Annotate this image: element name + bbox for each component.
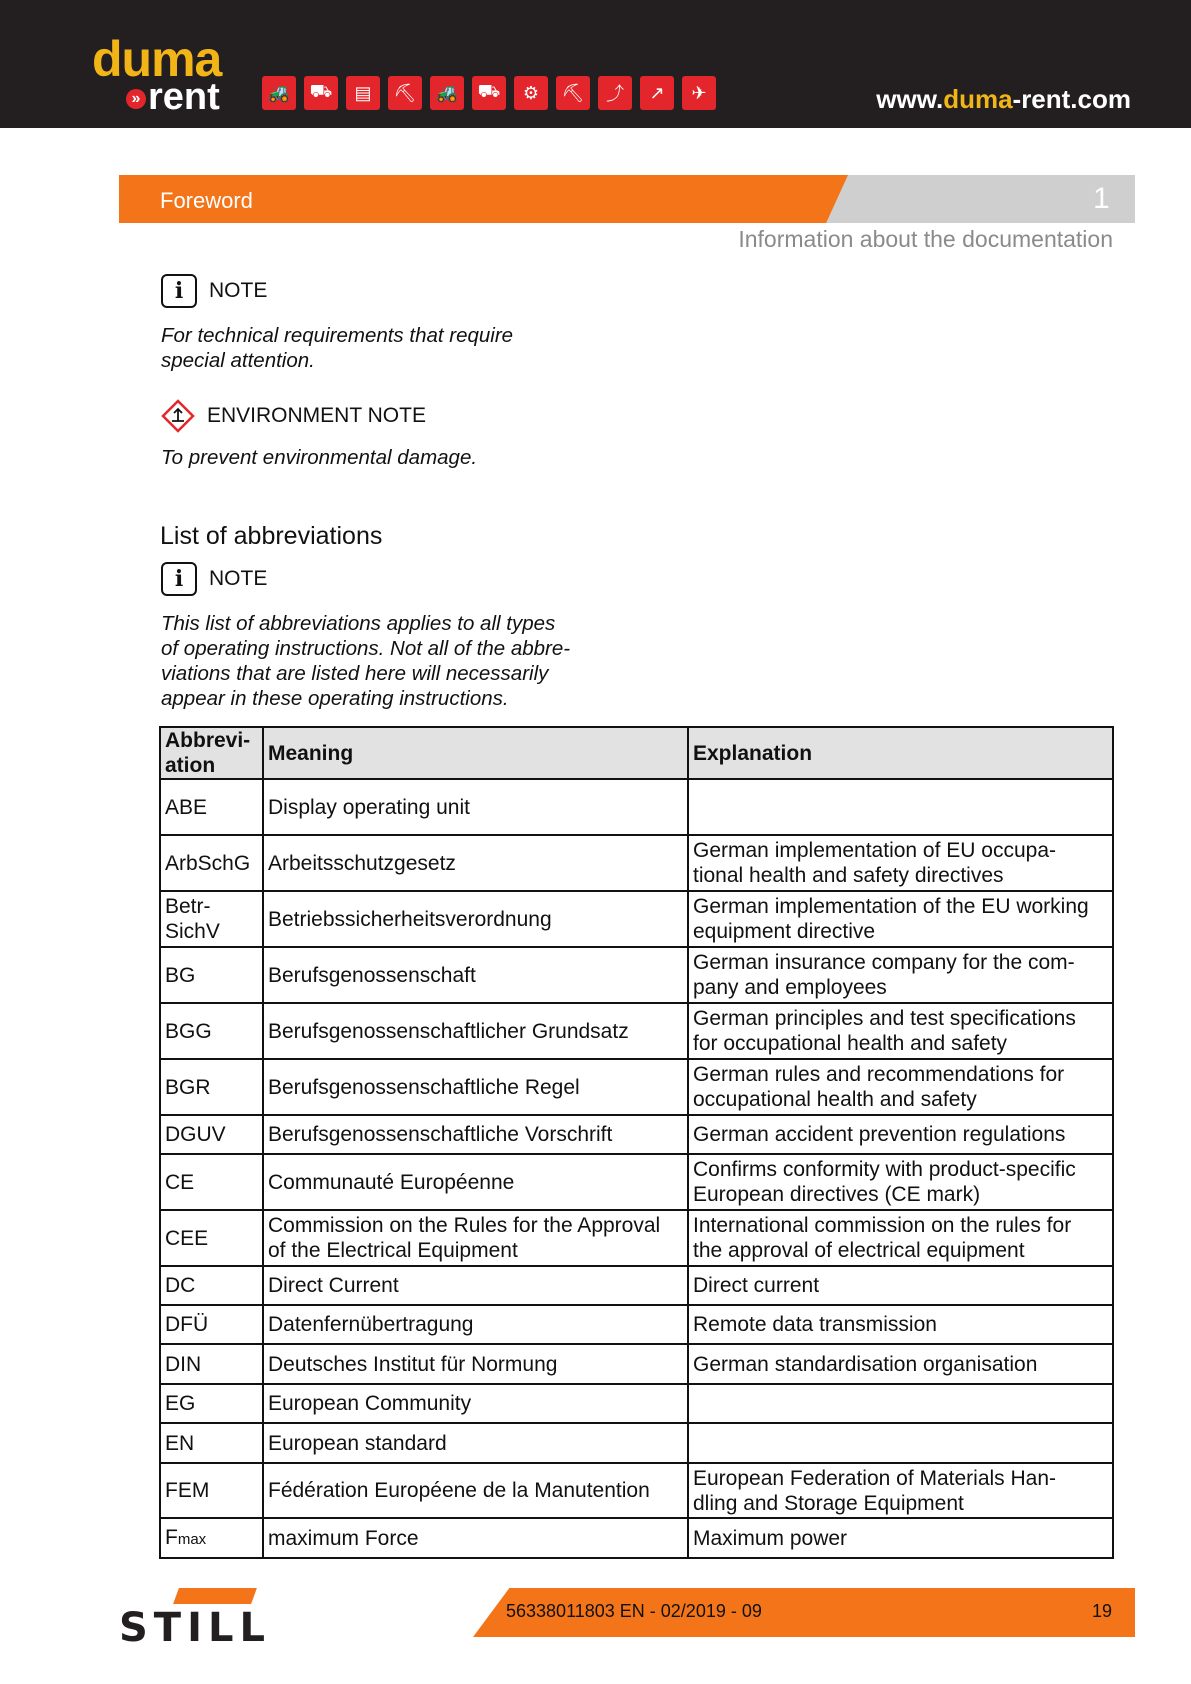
url-prefix: www.: [876, 84, 944, 114]
forklift-icon: ⛟: [304, 76, 338, 110]
url-brand: duma: [943, 84, 1013, 114]
explanation-cell: Maximum power: [688, 1518, 1113, 1558]
meaning-cell: Datenfernübertragung: [263, 1305, 688, 1344]
note-line: special attention.: [161, 349, 315, 372]
meaning-cell: Fédération Européene de la Manutention: [263, 1463, 688, 1518]
table-row: [160, 1210, 1113, 1266]
explanation-cell: Direct current: [688, 1266, 1113, 1305]
explanation-cell: German implementation of the EU working equipment directive: [688, 891, 1113, 947]
meaning-cell: Berufsgenossenschaftliche Vorschrift: [263, 1115, 688, 1154]
note-label: ENVIRONMENT NOTE: [207, 404, 426, 427]
abbreviation-cell: BGG: [160, 1003, 263, 1059]
column-header: Abbrevi- ation: [160, 727, 263, 779]
table-row: [160, 1154, 1113, 1210]
abbreviation-cell: BGR: [160, 1059, 263, 1115]
environment-note-text: [161, 445, 477, 470]
scissor-lift-icon: ▤: [346, 76, 380, 110]
meaning-cell: European Community: [263, 1384, 688, 1423]
table-row: [160, 1518, 1113, 1558]
note-line: This list of abbreviations applies to all types: [161, 612, 556, 635]
page-number: 19: [1092, 1601, 1113, 1621]
skid-steer-icon: 🚜: [262, 76, 296, 110]
meaning-cell: Direct Current: [263, 1266, 688, 1305]
table-row: [160, 779, 1113, 835]
table-row: [160, 1344, 1113, 1384]
note-line: For technical requirements that require: [161, 324, 514, 347]
table-row: [160, 1115, 1113, 1154]
table-row: [160, 1266, 1113, 1305]
table-row: [160, 891, 1113, 947]
abbreviation-cell: BG: [160, 947, 263, 1003]
abbrev-note-heading: [161, 562, 267, 596]
table-row: [160, 1059, 1113, 1115]
column-header: Meaning: [263, 727, 688, 779]
machine-icons: [262, 76, 716, 110]
abbreviation-cell: DFÜ: [160, 1305, 263, 1344]
abbrev-note-text: [161, 611, 570, 711]
explanation-cell: German rules and recommendations for occupational health and safety: [688, 1059, 1113, 1115]
meaning-cell: Berufsgenossenschaft: [263, 947, 688, 1003]
website-url: [876, 84, 1131, 115]
abbreviation-cell: DIN: [160, 1344, 263, 1384]
environment-note-heading: [161, 399, 426, 433]
meaning-cell: maximum Force: [263, 1518, 688, 1558]
environment-icon: [161, 399, 195, 433]
abbreviation-cell: EN: [160, 1423, 263, 1463]
telehandler-icon: ⤴: [598, 76, 632, 110]
chapter-number: 1: [1093, 182, 1110, 215]
abbreviation-cell: FEM: [160, 1463, 263, 1518]
note-label: NOTE: [209, 567, 268, 590]
meaning-cell: Commission on the Rules for the Approval of the Electrical Equipment: [263, 1210, 688, 1266]
url-suffix: -rent.com: [1012, 84, 1131, 114]
note-line: appear in these operating instructions.: [161, 687, 509, 710]
explanation-cell: Confirms conformity with product-specific European directives (CE mark): [688, 1154, 1113, 1210]
wheel-loader-icon: 🚜: [430, 76, 464, 110]
explanation-cell: German principles and test specifications for occupational health and safety: [688, 1003, 1113, 1059]
explanation-cell: German implementation of EU occupa- tional health and safety directives: [688, 835, 1113, 891]
section-subtitle: Information about the documentation: [738, 226, 1113, 252]
abbreviation-cell: EG: [160, 1384, 263, 1423]
note-label: NOTE: [209, 279, 268, 302]
meaning-cell: Communauté Européenne: [263, 1154, 688, 1210]
explanation-cell: [688, 1423, 1113, 1463]
note-text: [161, 323, 513, 373]
crawler-icon: ⚙: [514, 76, 548, 110]
meaning-cell: Arbeitsschutzgesetz: [263, 835, 688, 891]
meaning-cell: Betriebssicherheitsverordnung: [263, 891, 688, 947]
meaning-cell: European standard: [263, 1423, 688, 1463]
table-row: [160, 1384, 1113, 1423]
explanation-cell: Remote data transmission: [688, 1305, 1113, 1344]
abbreviation-cell: Fmax: [160, 1518, 263, 1558]
table-header: [160, 727, 1113, 779]
note-line: of operating instructions. Not all of the abbre-: [161, 637, 571, 660]
abbreviation-cell: CEE: [160, 1210, 263, 1266]
abbreviation-cell: DC: [160, 1266, 263, 1305]
explanation-cell: German insurance company for the com- pany and employees: [688, 947, 1113, 1003]
section-title: Foreword: [160, 188, 253, 213]
abbreviations-heading: List of abbreviations: [160, 522, 383, 550]
info-icon: i: [161, 274, 197, 308]
arrow-icon: »: [126, 89, 146, 109]
explanation-cell: European Federation of Materials Han- dling and Storage Equipment: [688, 1463, 1113, 1518]
table-row: [160, 1003, 1113, 1059]
still-logo-bar: [173, 1588, 257, 1604]
meaning-cell: Berufsgenossenschaftliche Regel: [263, 1059, 688, 1115]
explanation-cell: German standardisation organisation: [688, 1344, 1113, 1384]
excavator-icon: ⛏: [556, 76, 590, 110]
duma-logo: duma: [92, 31, 222, 87]
explanation-cell: International commission on the rules for the approval of electrical equipment: [688, 1210, 1113, 1266]
note-line: To prevent environmental damage.: [161, 446, 478, 469]
abbreviation-cell: CE: [160, 1154, 263, 1210]
table-row: [160, 1305, 1113, 1344]
rent-logo: [126, 78, 220, 116]
column-header: Explanation: [688, 727, 1113, 779]
table-row: [160, 1423, 1113, 1463]
abbreviations-table: [159, 726, 1114, 1559]
abbreviation-cell: Betr- SichV: [160, 891, 263, 947]
table-row: [160, 835, 1113, 891]
boom-lift-icon: ↗: [640, 76, 674, 110]
meaning-cell: Berufsgenossenschaftlicher Grundsatz: [263, 1003, 688, 1059]
rent-text: rent: [148, 76, 220, 118]
meaning-cell: Display operating unit: [263, 779, 688, 835]
still-logo: STILL: [119, 1605, 271, 1651]
abbreviation-cell: ArbSchG: [160, 835, 263, 891]
note-line: viations that are listed here will necessarily: [161, 662, 549, 685]
note-heading: [161, 274, 267, 308]
aerial-platform-icon: ✈: [682, 76, 716, 110]
explanation-cell: [688, 1384, 1113, 1423]
info-icon: i: [161, 562, 197, 596]
explanation-cell: German accident prevention regulations: [688, 1115, 1113, 1154]
mini-excavator-icon: ⛏: [388, 76, 422, 110]
table-row: [160, 947, 1113, 1003]
dumper-icon: ⛟: [472, 76, 506, 110]
abbreviation-cell: ABE: [160, 779, 263, 835]
meaning-cell: Deutsches Institut für Normung: [263, 1344, 688, 1384]
document-number: 56338011803 EN - 02/2019 - 09: [506, 1601, 762, 1621]
table-row: [160, 1463, 1113, 1518]
abbreviation-cell: DGUV: [160, 1115, 263, 1154]
explanation-cell: [688, 779, 1113, 835]
